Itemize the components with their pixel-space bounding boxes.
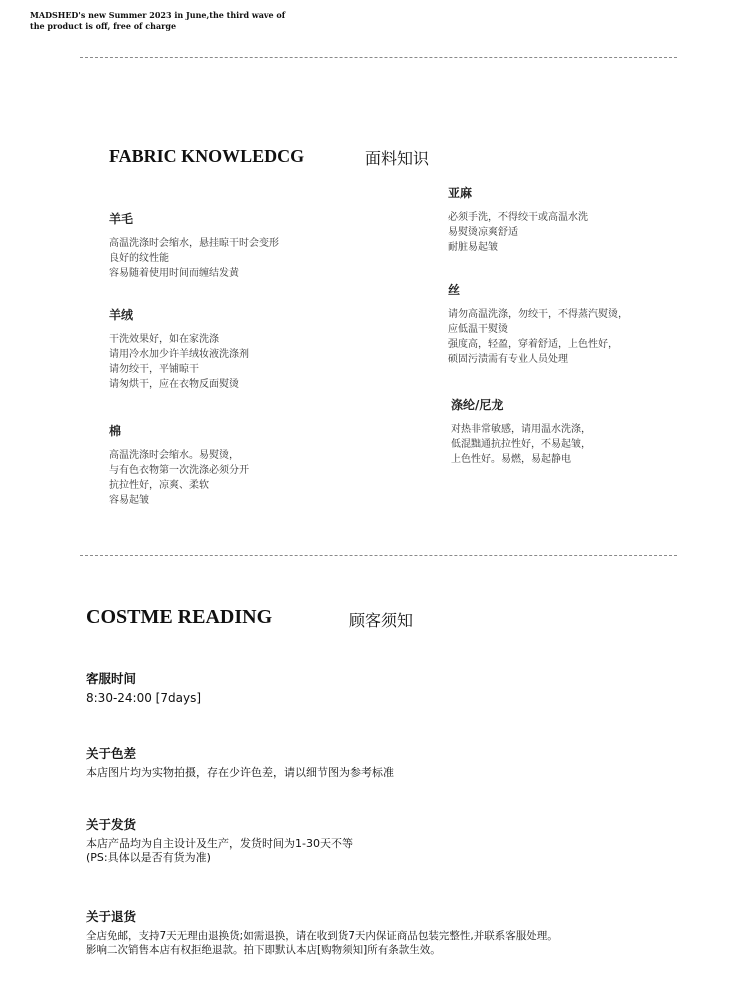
fabric-cotton (109, 422, 249, 508)
fabric-silk-line: 硕固污渍需有专业人员处理 (448, 354, 568, 365)
notice-returns-line: 影响二次销售本店有权拒绝退款。拍下即默认本店[购物须知]所有条款生效。 (86, 944, 441, 956)
notice-service-hours-heading: 客服时间 (86, 671, 137, 686)
fabric-wool-line: 高温洗涤时会缩水，悬挂晾干时会变形 (109, 238, 279, 249)
fabric-cotton-line: 与有色衣物第一次洗涤必须分开 (109, 465, 249, 476)
notice-shipping-line: (PS:具体以是否有货为准) (86, 851, 211, 864)
fabric-cashmere-line: 请用冷水加少许羊绒妆液洗涤剂 (109, 349, 249, 360)
fabric-silk-heading: 丝 (448, 283, 461, 297)
fabric-wool-heading: 羊毛 (109, 212, 134, 226)
fabric-linen-line: 耐脏易起皱 (448, 242, 498, 253)
notice-returns-line: 全店免邮，支持7天无理由退换货;如需退换，请在收到货7天内保证商品包装完整性,并联系客服处理。 (86, 930, 558, 942)
fabric-linen-heading: 亚麻 (448, 186, 473, 200)
fabric-cashmere-line: 干洗效果好，如在家洗涤 (109, 334, 219, 345)
notice-color (86, 744, 394, 780)
fabric-cotton-line: 高温洗涤时会缩水。易熨烫， (109, 450, 239, 461)
notice-shipping-heading: 关于发货 (86, 817, 137, 832)
fabric-silk-line: 请勿高温洗涤，勿绞干，不得蒸汽熨烫， (448, 309, 628, 320)
promo-note-line-2: the product is off, free of charge (30, 21, 177, 31)
fabric-silk-line: 强度高，轻盈，穿着舒适，上色性好， (448, 339, 618, 350)
fabric-cashmere-line: 请勿绞干，平铺晾干 (109, 364, 199, 375)
notice-service-hours-line: 8:30-24:00 [7days] (86, 691, 201, 705)
fabric-polyester-heading: 涤纶/尼龙 (451, 398, 504, 412)
fabric-cotton-heading: 棉 (109, 424, 122, 438)
notice-shipping-line: 本店产品均为自主设计及生产，发货时间为1-30天不等 (86, 837, 353, 850)
fabric-silk-line: 应低温干熨烫 (448, 324, 508, 335)
notice-color-line: 本店图片均为实物拍摄，存在少许色差，请以细节图为参考标准 (86, 766, 394, 779)
fabric-linen (448, 184, 588, 255)
notice-color-heading: 关于色差 (86, 746, 137, 761)
promo-note-line-1: MADSHED's new Summer 2023 in June,the third wave of (30, 10, 286, 20)
notice-shipping (86, 815, 353, 865)
top-divider (80, 57, 677, 58)
fabric-silk (448, 281, 628, 367)
notice-returns (86, 907, 558, 957)
fabric-polyester-line: 对热非常敏感，请用温水洗涤， (451, 424, 591, 435)
fabric-polyester (451, 396, 591, 467)
notice-service-hours (86, 669, 201, 706)
fabric-polyester-line: 低混黜通抗拉性好，不易起皱， (451, 439, 591, 450)
fabric-title-en: FABRIC KNOWLEDCG (109, 146, 305, 166)
fabric-linen-line: 易熨烫凉爽舒适 (448, 227, 518, 238)
customer-title-en: COSTME READING (86, 606, 273, 628)
fabric-wool-line: 良好的纹性能 (109, 253, 169, 264)
promo-note (30, 10, 330, 32)
fabric-linen-line: 必须手洗，不得绞干或高温水洗 (448, 212, 588, 223)
customer-title-cn: 顾客须知 (349, 611, 414, 630)
notice-returns-heading: 关于退货 (86, 909, 137, 924)
middle-divider (80, 555, 677, 556)
fabric-title-cn: 面料知识 (365, 149, 430, 168)
fabric-polyester-line: 上色性好。易燃，易起静电 (451, 454, 571, 465)
fabric-wool-line: 容易随着使用时间而缠结发黄 (109, 268, 239, 279)
fabric-wool (109, 210, 279, 281)
fabric-cotton-line: 容易起皱 (109, 495, 149, 506)
fabric-cotton-line: 抗拉性好，凉爽、柔软 (109, 480, 209, 491)
fabric-cashmere-heading: 羊绒 (109, 308, 134, 322)
fabric-cashmere-line: 请匆烘干，应在衣物反面熨烫 (109, 379, 239, 390)
fabric-cashmere (109, 306, 249, 392)
